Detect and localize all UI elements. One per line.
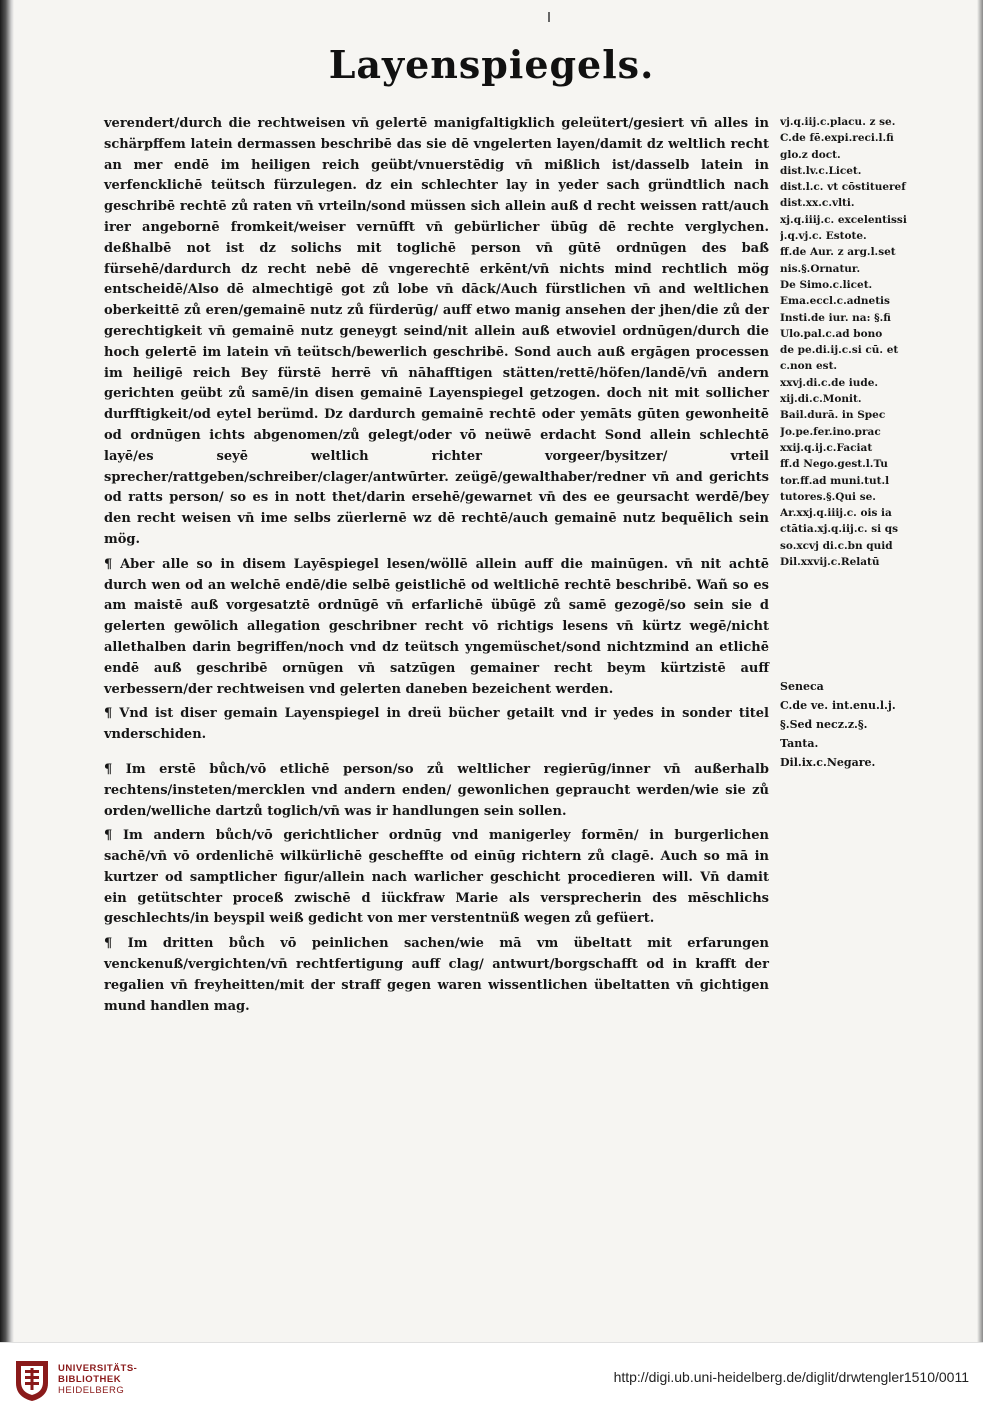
- university-library-logo: [12, 1357, 52, 1403]
- library-name-line: UNIVERSITÄTS-: [58, 1363, 138, 1374]
- marginal-note: ff.d Nego.gest.l.Tu: [780, 458, 888, 471]
- paragraph: ¶ Im andern bůch/vō gerichtlicher ordnūg vnd manigerley formēn/ in burgerlichen sachē/vn̄ vō ordenlichē wilkürlichē gescheffte od einūg richtern zů clagē. Auch so mā in kurtzer od samptlicher figur/allein nach warlicher geschicht procedieren will. Vn̄ damit ein getütschter proceß zwischē d iückfraw Marie als versprecherin des mēschlichs geschlechts/in beyspil weiß gedicht von mer verstentnüß wegen zů gefüert.: [104, 828, 769, 927]
- library-name: [58, 1363, 137, 1396]
- marginal-note: xxvj.di.c.de iude.: [780, 376, 879, 389]
- marginal-note: Bail.durā. in Spec: [780, 409, 886, 422]
- marginal-note: Insti.de iur. na: §.fi: [780, 311, 891, 324]
- marginal-note: tor.ff.ad muni.tut.l: [780, 474, 890, 487]
- page-edge-shadow: [977, 0, 983, 1342]
- permalink-url[interactable]: http://digi.ub.uni-heidelberg.de/diglit/drwtengler1510/0011: [613, 1369, 969, 1385]
- scan-mark: [548, 12, 550, 22]
- marginal-note: so.xcvj di.c.bn quid: [780, 539, 893, 552]
- paragraph: ¶ Aber alle so in disem Layēspiegel lesen/wöllē allein auff die mainūgen. vn̄ nit achtē durch wen od an welchē endē/die selbē geistlichē od weltlichē rechtē beschribē. Wañ so es am maistē auß vorgesatztē ordnūgē vn̄ erfarlichē übūgē zů samē gezogē/so sein sie d gelerten gewōlich allegation geschribner recht vō richtigs lesens vn̄ kürtz wegē/nicht allethalben darin begriffen/noch vnd dz teütsch yngemüschet/sond nichtzmind an etlichē endē auß geschribē ornūgen vn̄ satzūgen gemainer recht beym kürtzistē auff verbessern/der rechtweisen vnd gelerten daneben bezeichent werden.: [104, 556, 769, 697]
- library-name-line: HEIDELBERG: [58, 1385, 125, 1396]
- marginal-note: Ema.eccl.c.adnetis: [780, 295, 890, 308]
- paragraph: ¶ Vnd ist diser gemain Layenspiegel in dreü bücher getailt vnd ir yedes in sonder titel vnderschiden.: [104, 706, 769, 743]
- marginal-note: Seneca: [780, 680, 824, 693]
- library-seal-icon: [12, 1357, 52, 1403]
- marginal-note: tutores.§.Qui se.: [780, 490, 876, 503]
- paragraph: verendert/durch die rechtweisen vn̄ gelertē manigfaltigklich geleütert/gesiert vn̄ alles in schärpffem latein dermassen beschribē das sie dē vngelerten layen/damit dz weltlich recht an mer endē im heiligen reich geübt/vnuerstēdig vn̄ mißlich ist/dasselb latein in verfencklichē teütsch fürzulegen. dz ein schlechter lay in yeder sach gründtlich nach geschribē rechtē zů raten vn̄ vrteiln/sond müssen sich allein auß d recht weissen ratt/auch irer angebornē fromkeit/weiser vernūfft vn̄ gebürlicher übūg dē rechte verglychen. deßhalbē not ist dz solichs mit toglichē person vn̄ gūtē ordnūgen des baß fürsehē/dardurch dz recht nebē dē vngerechtē erkēnt/vn̄ nichts mind rechtlich mög entscheidē/Also dē almechtigē got zů lobe vn̄ dāck/Auch fürstlichen vn̄ and weltlichen oberkeittē zů eren/gemainē nutz zů fürderūg/ auff etwo manig ansehen der jhen/die zů der gerechtigkeit vn̄ gemainē nutz geneygt seind/nit allein auß etwoviel ordnūgen/durch die hoch gelertē im latein vn̄ teütsch/bewerlich geschribē. Sond auch auß ergāgen processen im heiligē reich Bey fürstē herrē vn̄ nāhafftigen stätten/rettē/höfen/landē/vn̄ andern gerichten geübt zů samē/in disen gemainē Layenspiegel getzogen. doch nit mit sollicher durfftigkeit/od eytel berümd. Dz dardurch gemainē rechtē oder yemāts gūten gewonheitē od ordnūgen ichts abgenomen/zů gelegt/oder vō neüwē erdacht Sond allein schlechtē layē/es seyē weltlich richter vorgeer/bysitzer/ vrteil sprecher/rattgeben/schreiber/clager/antwūrter. zeügē/gewalthaber/redner vn̄ and gerichts od ratts person/ so es in nott thet/darin ersehē/gewarnet vn̄ des ee geursacht werdē/bey den recht weisen vn̄ ime selbs züerlernē wz dē rechtē/auch gemainē nutz bequēlich sein mög.: [104, 116, 769, 547]
- marginal-note: Tanta.: [780, 737, 819, 750]
- marginal-note: Jo.pe.fer.ino.prac: [780, 425, 881, 438]
- marginal-notes-top: [780, 114, 966, 570]
- marginal-note: dist.xx.c.vlti.: [780, 197, 855, 210]
- paragraph: ¶ Im erstē bůch/vō etlichē person/so zů weltlicher regierūg/inner vn̄ außerhalb rechtens/insteten/mercklen vnd andern enden/ gewonlichen gepraucht werden/wie sie zů orden/welliche dartzů toglich/vn̄ was ir handlungen sein sollen.: [104, 761, 769, 819]
- marginal-note: ctātia.xj.q.iij.c. si qs: [780, 523, 899, 536]
- marginal-note: ff.de Aur. z arg.l.set: [780, 246, 896, 259]
- marginal-note: de pe.di.ij.c.si cū. et: [780, 344, 899, 357]
- marginal-note: xxij.q.ij.c.Faciat: [780, 441, 873, 454]
- marginal-note: j.q.vj.c. Estote.: [780, 230, 867, 243]
- marginal-note: xj.q.iiij.c. excelentissi: [780, 213, 907, 226]
- marginal-note: De Simo.c.licet.: [780, 278, 873, 291]
- marginal-note: c.non est.: [780, 360, 838, 373]
- marginal-note: dist.lv.c.Licet.: [780, 164, 862, 177]
- marginal-notes-bottom: [780, 677, 966, 772]
- marginal-note: glo.z doct.: [780, 148, 841, 161]
- marginal-note: Ar.xxj.q.iiij.c. ois ia: [780, 507, 892, 520]
- marginal-note: §.Sed necz.z.§.: [780, 718, 868, 731]
- paragraph: ¶ Im dritten bůch vō peinlichen sachen/wie mā vm übeltatt mit erfarungen venckenuß/vergichten/vn̄ rechtfertigung auff clag/ antwurt/borgschafft od in krafft der regalien vn̄ freyheitten/mit der straff gegen waren wissentlichen übeltatten vn̄ gichtigen mund handlen mag.: [104, 936, 769, 1014]
- marginal-note: Dil.ix.c.Negare.: [780, 756, 876, 769]
- library-name-line: BIBLIOTHEK: [58, 1374, 122, 1385]
- marginal-note: Ulo.pal.c.ad bono: [780, 327, 883, 340]
- marginal-note: dist.l.c. vt cōstitueref: [780, 181, 906, 194]
- viewer-footer: [0, 1342, 983, 1416]
- running-head: Layenspiegels.: [328, 42, 655, 87]
- main-text-block: [104, 114, 769, 1021]
- marginal-note: Dil.xxvij.c.Relatū: [780, 556, 880, 569]
- marginal-note: C.de ve. int.enu.l.j.: [780, 699, 896, 712]
- marginal-note: vj.q.iij.c.placu. z se.: [780, 116, 896, 128]
- binding-shadow: [0, 0, 14, 1342]
- marginal-note: xij.di.c.Monit.: [780, 393, 862, 406]
- marginal-note: nis.§.Ornatur.: [780, 262, 861, 275]
- marginal-note: C.de fē.expi.reci.l.fi: [780, 132, 894, 145]
